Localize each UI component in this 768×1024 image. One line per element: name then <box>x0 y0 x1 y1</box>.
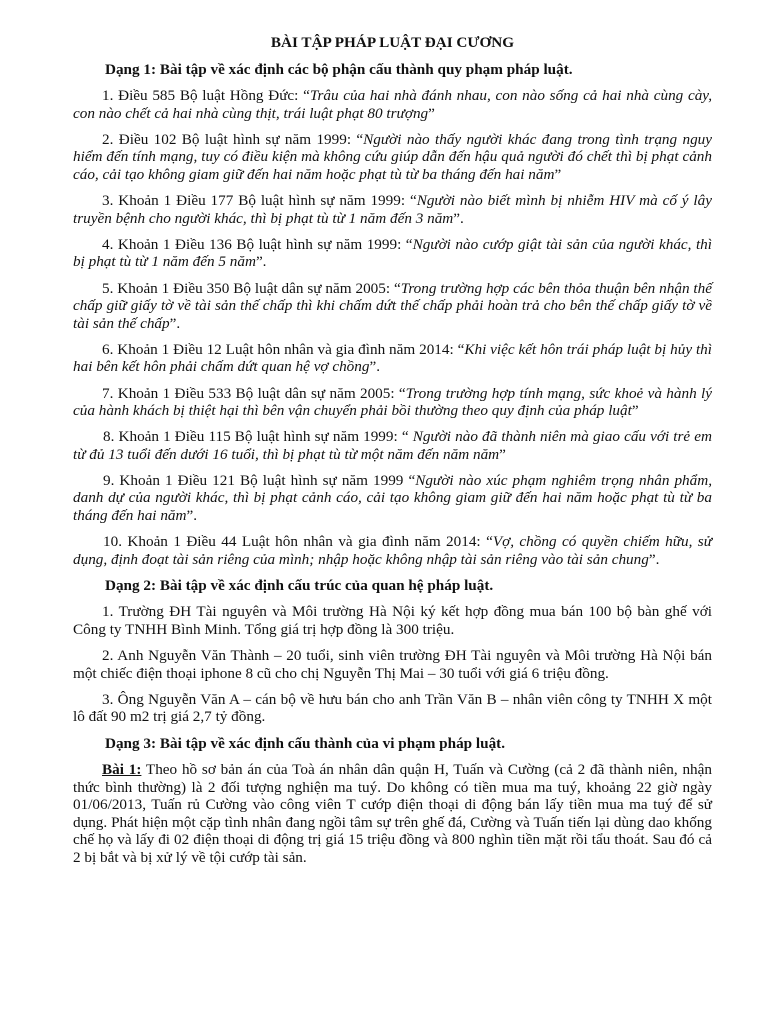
section-1-item-9 <box>73 472 712 525</box>
section-1-item-10 <box>73 533 712 568</box>
item-suffix: ”. <box>186 507 198 525</box>
item-prefix: 5. Khoản 1 Điều 350 Bộ luật dân sự năm 2005: “ <box>102 279 401 297</box>
section-1-item-1 <box>73 87 712 122</box>
exercise-text: Theo hồ sơ bản án của Toà án nhân dân quận H, Tuấn và Cường (cả 2 đã thành niên, nhận thức bình thường) là 2 đối tượng nghiện ma tuý. Do không có tiền mua ma tuý, khoảng 22 giờ ngày 01/06/2013, Tuấn rủ Cường vào công viên T cướp điện thoại di động bán lấy tiền mua ma tuý để sử dụng. Phát hiện một cặp tình nhân đang ngồi tâm sự trên ghế đá, Cường và Tuấn tiến lại dùng dao khống chế họ và lấy đi 02 điện thoại di động trị giá 15 triệu đồng và 800 nghìn tiền mặt rồi tẩu thoát. Sau đó cả 2 bị bắt và bị xử lý về tội cướp tài sản. <box>73 761 712 867</box>
section-2-item-2: 2. Anh Nguyễn Văn Thành – 20 tuổi, sinh viên trường ĐH Tài nguyên và Môi trường Hà Nội bán một chiếc điện thoại iphone 8 cũ cho chị Nguyễn Thị Mai – 30 tuổi với giá 6 triệu đồng. <box>73 647 712 682</box>
section-1-heading: Dạng 1: Bài tập về xác định các bộ phận cấu thành quy phạm pháp luật. <box>105 60 573 78</box>
item-prefix: 7. Khoản 1 Điều 533 Bộ luật dân sự năm 2005: “ <box>102 384 406 402</box>
section-1-item-4 <box>73 236 712 271</box>
item-prefix: 6. Khoản 1 Điều 12 Luật hôn nhân và gia đình năm 2014: “ <box>102 340 465 358</box>
section-1-item-2 <box>73 131 712 184</box>
item-quote: Trong trường hợp tính mạng, sức khoẻ và hành lý của hành khách bị thiệt hại thì bên vận chuyển phải bồi thường theo quy định của pháp luật <box>73 384 712 420</box>
section-2-item-1: 1. Trường ĐH Tài nguyên và Môi trường Hà Nội ký kết hợp đồng mua bán 100 bộ bàn ghế với Công ty TNHH Bình Minh. Tổng giá trị hợp đồng là 300 triệu. <box>73 603 712 639</box>
section-3-heading: Dạng 3: Bài tập về xác định cấu thành của vi phạm pháp luật. <box>105 734 506 752</box>
item-prefix: 2. Điều 102 Bộ luật hình sự năm 1999: “ <box>102 130 364 148</box>
item-suffix: ” <box>428 104 435 122</box>
item-suffix: ”. <box>648 550 660 568</box>
item-suffix: ” <box>631 402 639 420</box>
item-suffix: ” <box>554 166 562 184</box>
exercise-label: Bài 1: <box>102 761 142 779</box>
item-quote: Người nào đã thành niên mà giao cấu với trẻ em từ đủ 13 tuổi đến dưới 16 tuổi, thì bị phạt tù từ một năm đến năm năm <box>73 428 712 463</box>
item-suffix: ”. <box>169 314 181 332</box>
item-suffix: ”. <box>255 253 267 271</box>
exercise-1 <box>73 761 712 867</box>
section-1-item-6 <box>73 341 712 376</box>
item-prefix: 3. Khoản 1 Điều 177 Bộ luật hình sự năm 1999: “ <box>102 192 417 210</box>
item-quote: Người nào biết mình bị nhiễm HIV mà cố ý lây truyền bệnh cho người khác, thì bị phạt tù từ 1 năm đến 3 năm <box>73 192 712 227</box>
item-quote: Người nào xúc phạm nghiêm trọng nhân phẩm, danh dự của người khác, thì bị phạt cảnh cáo, cải tạo không giam giữ đến hai năm hoặc phạt tù từ ba tháng đến hai năm <box>73 471 713 525</box>
item-prefix: 4. Khoản 1 Điều 136 Bộ luật hình sự năm 1999: “ <box>102 235 413 253</box>
item-prefix: 10. Khoản 1 Điều 44 Luật hôn nhân và gia đình năm 2014: “ <box>103 533 493 551</box>
item-prefix: 1. Điều 585 Bộ luật Hồng Đức: “ <box>102 87 310 105</box>
item-quote: Vợ, chồng có quyền chiếm hữu, sử dụng, định đoạt tài sản riêng của mình; nhập hoặc không nhập tài sản riêng vào tài sản chung <box>73 533 712 568</box>
section-2-heading: Dạng 2: Bài tập về xác định cấu trúc của quan hệ pháp luật. <box>105 576 494 594</box>
item-quote: Trong trường hợp các bên thỏa thuận bên nhận thế chấp giữ giấy tờ về tài sản thế chấp thì khi chấm dứt thế chấp phải hoàn trả cho bên thế chấp giấy tờ về tài sản thế chấp <box>73 279 712 332</box>
item-quote: Người nào thấy người khác đang trong tình trạng nguy hiểm đến tính mạng, tuy có điều kiện mà không cứu giúp dẫn đến hậu quả người đó chết thì bị phạt cảnh cáo, cải tạo không giam giữ đến hai năm hoặc phạt tù từ ba tháng đến hai năm <box>73 130 712 184</box>
item-quote: Khi việc kết hôn trái pháp luật bị hủy thì hai bên kết hôn phải chấm dứt quan hệ vợ chồng <box>73 340 712 376</box>
item-suffix: ”. <box>369 358 380 376</box>
item-suffix: ”. <box>453 209 464 227</box>
item-suffix: ” <box>499 445 506 463</box>
section-2-item-3: 3. Ông Nguyễn Văn A – cán bộ về hưu bán cho anh Trần Văn B – nhân viên công ty TNHH X một lô đất 90 m2 trị giá 2,7 tỷ đồng. <box>73 690 712 726</box>
item-quote: Người nào cướp giật tài sản của người khác, thì bị phạt tù từ 1 năm đến 5 năm <box>73 235 712 271</box>
section-1-item-5 <box>73 280 712 333</box>
item-prefix: 9. Khoản 1 Điều 121 Bộ luật hình sự năm 1999 “ <box>103 471 416 489</box>
section-1-item-3 <box>73 192 712 227</box>
document-title: BÀI TẬP PHÁP LUẬT ĐẠI CƯƠNG <box>270 34 515 51</box>
item-quote: Trâu của hai nhà đánh nhau, con nào sống cả hai nhà cùng cày, con nào chết cả hai nhà cùng thịt, trái luật phạt 80 trượng <box>73 87 713 122</box>
section-1-item-7 <box>73 385 712 420</box>
section-1-item-8 <box>73 428 712 463</box>
item-prefix: 8. Khoản 1 Điều 115 Bộ luật hình sự năm 1999: “ <box>103 428 413 446</box>
